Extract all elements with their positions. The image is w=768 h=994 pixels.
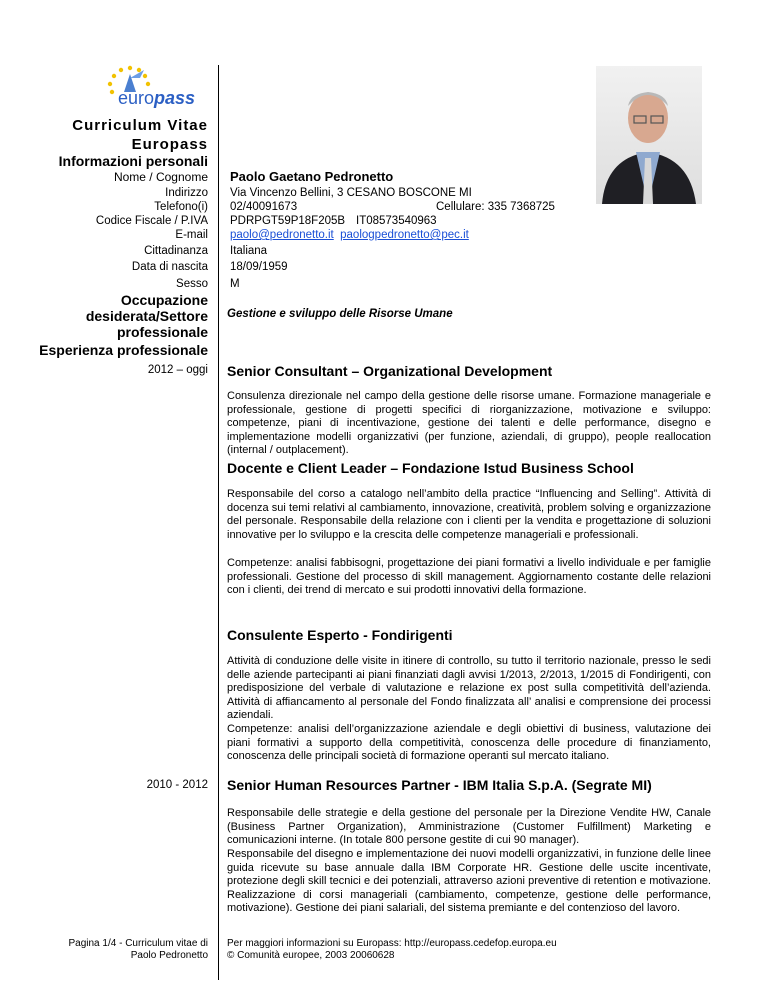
job-desc-fondirigenti-1: Attività di conduzione delle visite in itinere di controllo, su tutto il territorio nazionale, presso le sedi delle aziende partecipanti ai piani finanziati dagli avvisi 1/2013, 2/2013, 1/2015 di Fondirigenti, con predisposizione del verbale di valutazione e relazione ex post sulla competitività dell’azienda. Attività di affiancamento al personale del Fondo finalizzata all’ analisi e comprensione dei processi aziendali.	[227, 655, 711, 722]
job-title-senior-consultant: Senior Consultant – Organizational Development	[227, 363, 553, 379]
cv-title-line1: Curriculum Vitae	[72, 117, 208, 134]
address-value: Via Vincenzo Bellini, 3 CESANO BOSCONE MI	[230, 187, 472, 199]
period-2012-today: 2012 – oggi	[147, 364, 208, 376]
europass-logo	[90, 62, 200, 114]
job-desc-ibm-1: Responsabile delle strategie e della gestione del personale per la Direzione Vendite HW, Canale (Business Partner Organization), Amministrazione (Customer Fulfillment) Marketing e comunicazioni interne. (In totale 800 persone gestite di cui 90 manager).	[227, 807, 711, 847]
label-phone: Telefono(i)	[154, 201, 208, 213]
job-desc-ibm-2: Responsabile del disegno e implementazione dei nuovi modelli organizzativi, in funzione delle linee guida ricevute su base annuale dalla IBM Corporate HR. Gestione delle uscite incentivate, protezione degli skill tecnici e dei potenziali, attraverso azioni preventive di retention e motivazione. Realizzazione di corsi manageriali (cambiamento, competenze, gestione delle performance, motivazione). Gestione dei piani salariali, del sistema premiante e del contenzioso del lavoro.	[227, 848, 711, 915]
profile-photo	[596, 66, 702, 204]
mobile-value: Cellulare: 335 7368725	[436, 201, 555, 213]
cv-title	[72, 116, 208, 154]
job-desc-istud-1: Responsabile del corso a catalogo nell’ambito della practice “Influencing and Selling”. Attività di docenza sui temi relativi al cambiamento, innovazione, creatività, problem solving e organizzazione del personale. Responsabile della relazione con i clienti per la vendita e progettazione di soluzioni innovative per lo sviluppo e la crescita delle competenze manageriali e professionali.	[227, 488, 711, 541]
label-address: Indirizzo	[165, 187, 208, 199]
occupation-value: Gestione e sviluppo delle Risorse Umane	[227, 308, 453, 320]
label-tax: Codice Fiscale / P.IVA	[95, 215, 208, 227]
label-email: E-mail	[175, 229, 208, 241]
email-link-pec[interactable]: paologpedronetto@pec.it	[340, 229, 469, 241]
phone-value: 02/40091673	[230, 201, 298, 213]
label-name: Nome / Cognome	[113, 170, 208, 184]
logo-euro: euro	[118, 88, 155, 108]
job-desc-istud-2: Competenze: analisi fabbisogni, progettazione dei piani formativi a livello individuale e per famiglie professionali. Gestione del processo di skill management. Aggiornamento costante delle relazioni con i clienti, dei trend di mercato e sui prodotti innovativi della formazione.	[227, 557, 711, 597]
sex-value: M	[230, 278, 240, 290]
section-personal-info: Informazioni personali	[58, 153, 208, 169]
vat-value: IT08573540963	[356, 215, 437, 227]
label-citizenship: Cittadinanza	[144, 245, 208, 257]
logo-pass: pass	[154, 88, 196, 108]
period-2010-2012: 2010 - 2012	[146, 779, 208, 791]
job-desc-senior-consultant: Consulenza direzionale nel campo della gestione delle risorse umane. Formazione manageriale e professionale, gestione di progetti specifici di riorganizzazione, motivazione e sviluppo: competenze, piani di incentivazione, gestione dei talenti e delle performance, disegno e implementazione modelli organizzativi (per funzione, aziendali, di gruppo), people reallocation (internal / outplacement).	[227, 390, 711, 457]
person-photo-icon	[596, 66, 702, 204]
footer-europass-info: Per maggiori informazioni su Europass: http://europass.cedefop.europa.eu © Comunità europee, 2003 20060628	[227, 938, 557, 961]
person-name: Paolo Gaetano Pedronetto	[230, 169, 394, 184]
birth-value: 18/09/1959	[230, 261, 288, 273]
column-divider	[218, 65, 219, 980]
citizenship-value: Italiana	[230, 245, 268, 257]
job-title-istud: Docente e Client Leader – Fondazione Istud Business School	[227, 460, 634, 476]
tax-code-value: PDRPGT59P18F205B	[230, 215, 346, 227]
label-birth: Data di nascita	[131, 261, 208, 273]
job-title-ibm: Senior Human Resources Partner - IBM Italia S.p.A. (Segrate MI)	[227, 777, 652, 793]
email-link-primary[interactable]: paolo@pedronetto.it	[230, 229, 334, 241]
footer-page-info: Pagina 1/4 - Curriculum vitae di Paolo Pedronetto	[68, 938, 208, 961]
job-title-fondirigenti: Consulente Esperto - Fondirigenti	[227, 627, 453, 643]
label-sex: Sesso	[176, 278, 208, 290]
cv-title-line2: Europass	[131, 136, 208, 153]
job-desc-fondirigenti-2: Competenze: analisi dell’organizzazione aziendale e degli obiettivi di business, valutazione dei piani formativi a supporto della competitività, conoscenza delle procedure di finanziamento, conoscenza delle principali società di formazione operanti sul mercato italiano.	[227, 723, 711, 763]
section-occupation: Occupazione desiderata/Settore professionale	[85, 292, 208, 340]
section-experience: Esperienza professionale	[39, 342, 208, 358]
